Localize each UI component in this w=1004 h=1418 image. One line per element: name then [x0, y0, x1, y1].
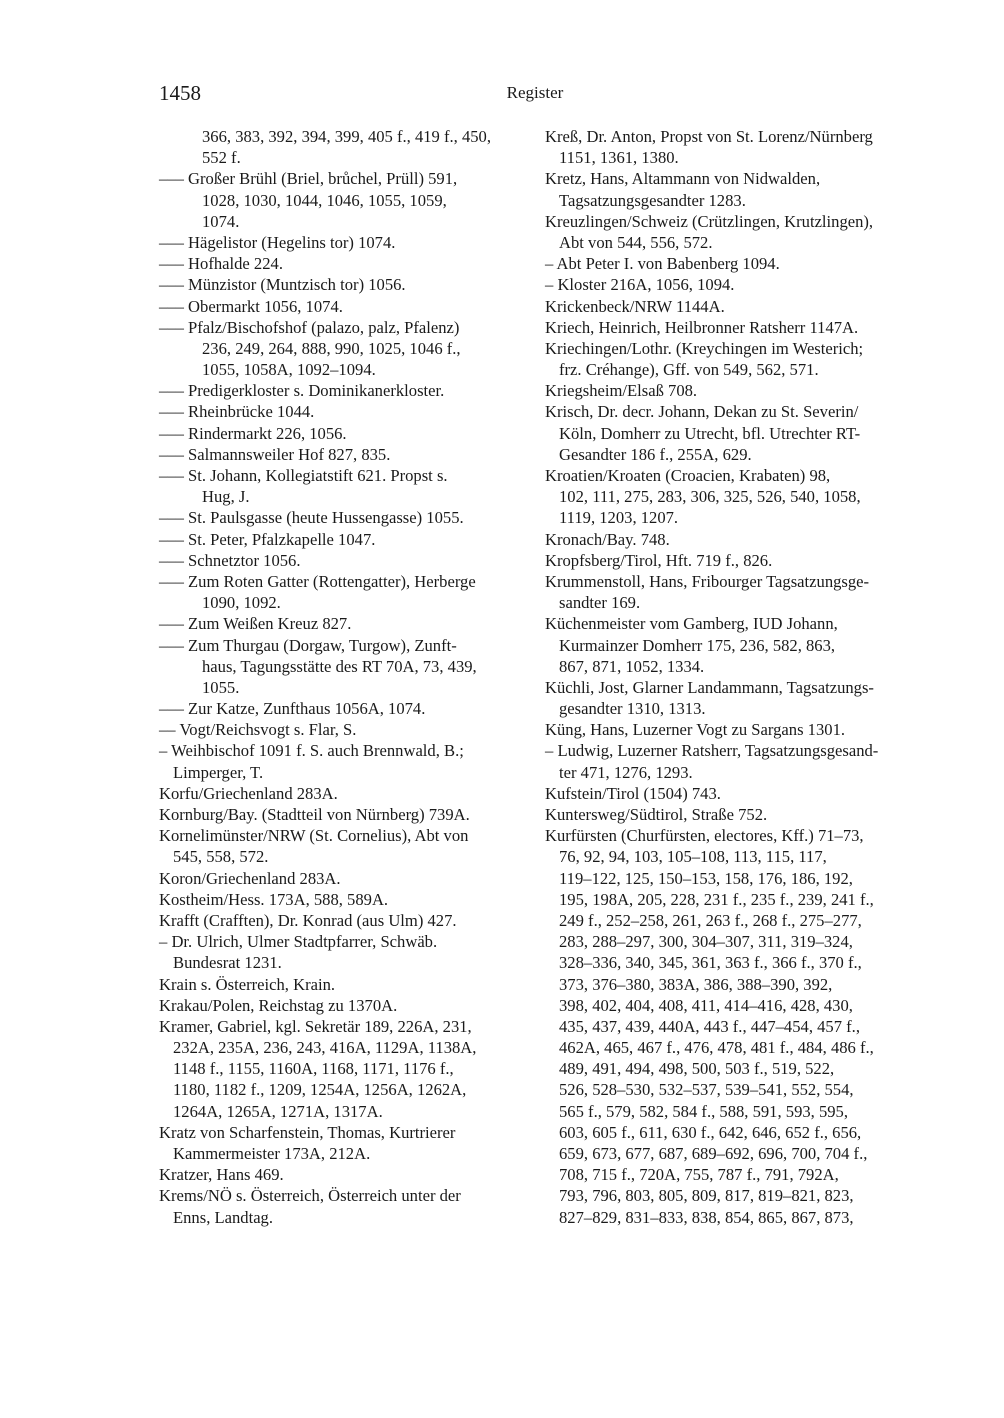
index-line: 236, 249, 264, 888, 990, 1025, 1046 f., [202, 338, 461, 358]
index-line: 328–336, 340, 345, 361, 363 f., 366 f., 370 f., [559, 953, 862, 973]
index-line: 1148 f., 1155, 1160A, 1168, 1171, 1176 f., [173, 1059, 454, 1079]
index-line: ––– St. Paulsgasse (heute Hussengasse) 1055. [159, 508, 464, 528]
index-line: 1055. [202, 677, 240, 697]
index-line: Kropfsberg/Tirol, Hft. 719 f., 826. [545, 550, 773, 570]
index-line: 462A, 465, 467 f., 476, 478, 481 f., 484, 486 f., [559, 1038, 874, 1058]
index-line: 1090, 1092. [202, 593, 281, 613]
page-number: 1458 [159, 81, 201, 105]
index-line: Limperger, T. [173, 762, 264, 782]
index-line: Enns, Landtag. [173, 1207, 274, 1227]
index-line: 232A, 235A, 236, 243, 416A, 1129A, 1138A, [173, 1038, 477, 1058]
index-line: ––– St. Peter, Pfalzkapelle 1047. [159, 529, 376, 549]
index-line: Kriegsheim/Elsaß 708. [545, 381, 698, 401]
index-line: Krummenstoll, Hans, Fribourger Tagsatzungsge- [545, 571, 870, 591]
index-line: 366, 383, 392, 394, 399, 405 f., 419 f., 450, [202, 127, 491, 146]
index-line: Kratzer, Hans 469. [159, 1165, 284, 1185]
index-line: Krickenbeck/NRW 1144A. [545, 296, 725, 316]
index-line: ––– Rindermarkt 226, 1056. [159, 423, 347, 443]
index-line: 552 f. [202, 148, 241, 168]
index-column-left [159, 126, 529, 1228]
index-line: –– Vogt/Reichsvogt s. Flar, S. [159, 720, 357, 740]
index-line: ter 471, 1276, 1293. [559, 762, 693, 782]
index-line: Kratz von Scharfenstein, Thomas, Kurtrierer [159, 1122, 456, 1142]
index-line: Kurmainzer Domherr 175, 236, 582, 863, [559, 635, 836, 655]
index-line: ––– Predigerkloster s. Dominikanerkloster. [159, 381, 445, 401]
index-line: 398, 402, 404, 408, 411, 414–416, 428, 430, [559, 995, 853, 1015]
index-line: 102, 111, 275, 283, 306, 325, 526, 540, 1058, [559, 487, 861, 507]
index-line: ––– Schnetztor 1056. [159, 550, 301, 570]
index-line: ––– Großer Brühl (Briel, brůchel, Prüll) 591, [159, 169, 458, 189]
index-line: 867, 871, 1052, 1334. [559, 656, 705, 676]
index-line: ––– Salmannsweiler Hof 827, 835. [159, 444, 391, 464]
index-line: 659, 673, 677, 687, 689–692, 696, 700, 704 f., [559, 1144, 868, 1163]
index-line: ––– Pfalz/Bischofshof (palazo, palz, Pfalenz) [159, 317, 460, 337]
index-line: Kriech, Heinrich, Heilbronner Ratsherr 1147A. [545, 317, 859, 337]
index-line: 793, 796, 803, 805, 809, 817, 819–821, 823, [559, 1186, 854, 1206]
index-line: Korfu/Griechenland 283A. [159, 783, 338, 803]
index-line: Krain s. Österreich, Krain. [159, 974, 336, 994]
index-column-right [545, 126, 915, 1228]
index-line: haus, Tagungsstätte des RT 70A, 73, 439, [202, 656, 477, 676]
index-line: – Kloster 216A, 1056, 1094. [545, 275, 735, 295]
index-line: 603, 605 f., 611, 630 f., 642, 646, 652 f., 656, [559, 1122, 862, 1142]
index-line: Hug, J. [202, 487, 250, 507]
index-line: ––– Zum Weißen Kreuz 827. [159, 614, 352, 634]
index-line: Kreuzlingen/Schweiz (Crützlingen, Krutzlingen), [545, 211, 874, 231]
index-line: ––– St. Johann, Kollegiatstift 621. Propst s. [159, 466, 448, 485]
index-line: Abt von 544, 556, 572. [559, 232, 713, 252]
index-line: 1028, 1030, 1044, 1046, 1055, 1059, [202, 190, 447, 210]
index-line: Köln, Domherr zu Utrecht, bfl. Utrechter RT- [559, 423, 861, 443]
index-line: 545, 558, 572. [173, 847, 269, 867]
index-line: Krakau/Polen, Reichstag zu 1370A. [159, 995, 398, 1015]
index-line: Küng, Hans, Luzerner Vogt zu Sargans 1301. [545, 720, 846, 740]
index-line: Kronach/Bay. 748. [545, 529, 670, 549]
index-line: Krems/NÖ s. Österreich, Österreich unter der [159, 1186, 461, 1206]
index-line: 435, 437, 439, 440A, 443 f., 447–454, 457 f., [559, 1016, 860, 1036]
index-line: Kriechingen/Lothr. (Kreychingen im Westerich; [545, 338, 864, 358]
index-line: Bundesrat 1231. [173, 953, 282, 973]
index-line: Kramer, Gabriel, kgl. Sekretär 189, 226A, 231, [159, 1016, 472, 1036]
index-line: 283, 288–297, 300, 304–307, 311, 319–324, [559, 932, 853, 952]
index-line: 1264A, 1265A, 1271A, 1317A. [173, 1101, 383, 1121]
index-line: 1151, 1361, 1380. [559, 148, 679, 168]
index-line: 565 f., 579, 582, 584 f., 588, 591, 593, 595, [559, 1101, 848, 1121]
index-line: Koron/Griechenland 283A. [159, 868, 341, 888]
index-line: 249 f., 252–258, 261, 263 f., 268 f., 275–277, [559, 910, 862, 930]
index-line: frz. Créhange), Gff. von 549, 562, 571. [559, 360, 819, 380]
index-line: 708, 715 f., 720A, 755, 787 f., 791, 792A, [559, 1165, 839, 1185]
index-line: 1074. [202, 211, 240, 231]
index-line: Kornburg/Bay. (Stadtteil von Nürnberg) 739A. [159, 805, 470, 824]
index-line: – Ludwig, Luzerner Ratsherr, Tagsatzungsgesand- [545, 741, 879, 761]
index-line: ––– Münzistor (Muntzisch tor) 1056. [159, 275, 406, 295]
index-line: 76, 92, 94, 103, 105–108, 113, 115, 117, [559, 847, 827, 867]
index-line: Kuntersweg/Südtirol, Straße 752. [545, 805, 768, 824]
index-line: Küchenmeister vom Gamberg, IUD Johann, [545, 614, 838, 634]
index-line: 1119, 1203, 1207. [559, 508, 679, 528]
index-line: gesandter 1310, 1313. [559, 699, 706, 719]
index-line: Küchli, Jost, Glarner Landammann, Tagsatzungs- [545, 677, 874, 697]
index-line: Kretz, Hans, Altammann von Nidwalden, [545, 169, 821, 189]
index-line: – Abt Peter I. von Babenberg 1094. [545, 254, 780, 274]
index-line: ––– Hofhalde 224. [159, 254, 283, 274]
index-line: sandter 169. [559, 593, 641, 613]
index-line: Kufstein/Tirol (1504) 743. [545, 783, 721, 803]
index-line: Kammermeister 173A, 212A. [173, 1144, 371, 1163]
index-line: Kornelimünster/NRW (St. Cornelius), Abt von [159, 826, 469, 846]
index-line: – Dr. Ulrich, Ulmer Stadtpfarrer, Schwäb. [159, 932, 438, 952]
index-line: Kostheim/Hess. 173A, 588, 589A. [159, 889, 389, 909]
index-line: Kroatien/Kroaten (Croacien, Krabaten) 98, [545, 466, 831, 485]
index-line: 1180, 1182 f., 1209, 1254A, 1256A, 1262A, [173, 1080, 467, 1100]
index-line: Kurfürsten (Churfürsten, electores, Kff.) 71–73, [545, 826, 864, 846]
index-line: 526, 528–530, 532–537, 539–541, 552, 554, [559, 1080, 854, 1100]
index-line: ––– Zur Katze, Zunfthaus 1056A, 1074. [159, 699, 426, 719]
index-line: 373, 376–380, 383A, 386, 388–390, 392, [559, 974, 833, 994]
index-line: 489, 491, 494, 498, 500, 503 f., 519, 522, [559, 1059, 835, 1079]
index-line: 827–829, 831–833, 838, 854, 865, 867, 873, [559, 1207, 854, 1227]
running-head: Register [506, 83, 564, 102]
index-line: 119–122, 125, 150–153, 158, 176, 186, 192, [559, 868, 853, 888]
index-line: Krafft (Crafften), Dr. Konrad (aus Ulm) 427. [159, 910, 457, 930]
index-line: Krisch, Dr. decr. Johann, Dekan zu St. Severin/ [545, 402, 859, 422]
index-line: ––– Obermarkt 1056, 1074. [159, 296, 343, 316]
index-line: ––– Zum Thurgau (Dorgaw, Turgow), Zunft- [159, 635, 457, 655]
index-line: Tagsatzungsgesandter 1283. [559, 190, 746, 210]
index-line: Gesandter 186 f., 255A, 629. [559, 444, 752, 464]
index-line: – Weihbischof 1091 f. S. auch Brennwald, B.; [159, 741, 464, 761]
index-line: Kreß, Dr. Anton, Propst von St. Lorenz/Nürnberg [545, 127, 873, 146]
index-line: 195, 198A, 205, 228, 231 f., 235 f., 239, 241 f., [559, 889, 874, 909]
index-line: ––– Rheinbrücke 1044. [159, 402, 315, 422]
index-line: ––– Hägelistor (Hegelins tor) 1074. [159, 232, 396, 252]
index-line: 1055, 1058A, 1092–1094. [202, 360, 376, 380]
index-line: ––– Zum Roten Gatter (Rottengatter), Herberge [159, 571, 476, 591]
